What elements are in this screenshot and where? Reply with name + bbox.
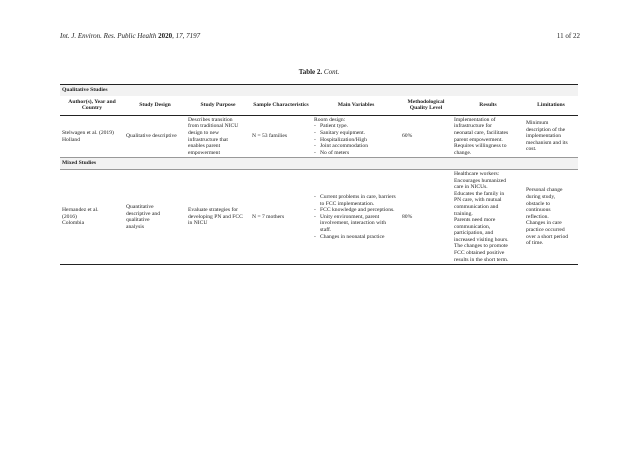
table-suffix: Cont. bbox=[323, 68, 340, 76]
list-item: - Joint accommodation bbox=[314, 143, 398, 150]
journal-article: , 7197 bbox=[182, 32, 201, 40]
row2-limitations: Personal change during study, obstacle to continuous reflection. Changes in care practice occurred over a short period of time. bbox=[524, 169, 578, 264]
row2-variables bbox=[312, 169, 400, 264]
section-qualitative: Qualitative Studies bbox=[60, 85, 578, 96]
col-purpose: Study Purpose bbox=[186, 96, 250, 116]
list-item: - No of meters bbox=[314, 150, 398, 157]
col-limitations: Limitations bbox=[524, 96, 578, 116]
list-item: - Changes in neonatal practice bbox=[314, 234, 398, 241]
row1-results: Implementation of infrastructure for neonatal care, facilitates parent empowerment. Requires willingness to change. bbox=[454, 116, 509, 156]
row2-author: Hernandez et al. (2016) Colombia bbox=[60, 169, 124, 264]
journal-volume: 17 bbox=[175, 32, 183, 40]
list-item: - Unity environment, parent involvement, interaction with staff. bbox=[314, 214, 398, 234]
row2-purpose: Evaluate strategies for developing PN and FCC in NICU bbox=[186, 169, 250, 264]
row2-sample: N = 7 mothers bbox=[250, 169, 312, 264]
table-label: Table 2. bbox=[298, 68, 323, 76]
study-table bbox=[60, 84, 578, 265]
row1-design: Qualitative descriptive bbox=[126, 133, 177, 140]
running-header-journal: Int. J. Environ. Res. Public Health 2020, 17, 7197 bbox=[60, 32, 201, 40]
row2-results: Healthcare workers: Encourages humanized care in NICUs. Educates the family in PN care, with mutual communication and training. Parents need more communication, participation, and increased visiting hours. The changes to promote FCC obtained positive results in the short term. bbox=[452, 169, 524, 264]
row1-limitations: Minimum description of the implementation mechanism and its cost. bbox=[526, 120, 568, 153]
journal-name: Int. J. Environ. Res. Public Health bbox=[60, 32, 157, 40]
row2-quality: 80% bbox=[400, 169, 452, 264]
list-item: - Sanitary equipment. bbox=[314, 130, 398, 137]
section-mixed: Mixed Studies bbox=[60, 158, 578, 170]
list-item: - Current problems in care, barriers to FCC implementation. bbox=[314, 194, 398, 207]
col-sample: Sample Characteristics bbox=[250, 96, 312, 116]
journal-year: 2020 bbox=[158, 32, 173, 40]
row1-author: Stelwagen et al. (2019) Holland bbox=[62, 129, 114, 143]
col-variables: Main Variables bbox=[312, 96, 400, 116]
list-item: - FCC knowledge and perceptions. bbox=[314, 207, 398, 214]
row2-design: Quantitative descriptive and qualitative analysis bbox=[124, 169, 186, 264]
list-item: - Hospitalization/High bbox=[314, 137, 398, 144]
row1-purpose: Describes transition from traditional NICU design to new infrastructure that enables parent empowerment bbox=[188, 116, 239, 156]
row1-sample: N = 53 families bbox=[252, 133, 288, 140]
row1-quality: 60% bbox=[402, 133, 413, 140]
col-results: Results bbox=[452, 96, 524, 116]
page-number: 11 of 22 bbox=[556, 32, 580, 40]
list-item: - Patient type. bbox=[314, 123, 398, 130]
table-row bbox=[60, 169, 578, 264]
col-quality: Methodological Quality Level bbox=[400, 96, 452, 116]
table-caption bbox=[0, 68, 638, 76]
col-design: Study Design bbox=[124, 96, 186, 116]
row1-variables-heading: Room design: bbox=[314, 116, 346, 123]
row1-variables bbox=[312, 115, 400, 158]
col-author: Author(s), Year and Country bbox=[60, 96, 124, 116]
table-row bbox=[60, 115, 578, 158]
